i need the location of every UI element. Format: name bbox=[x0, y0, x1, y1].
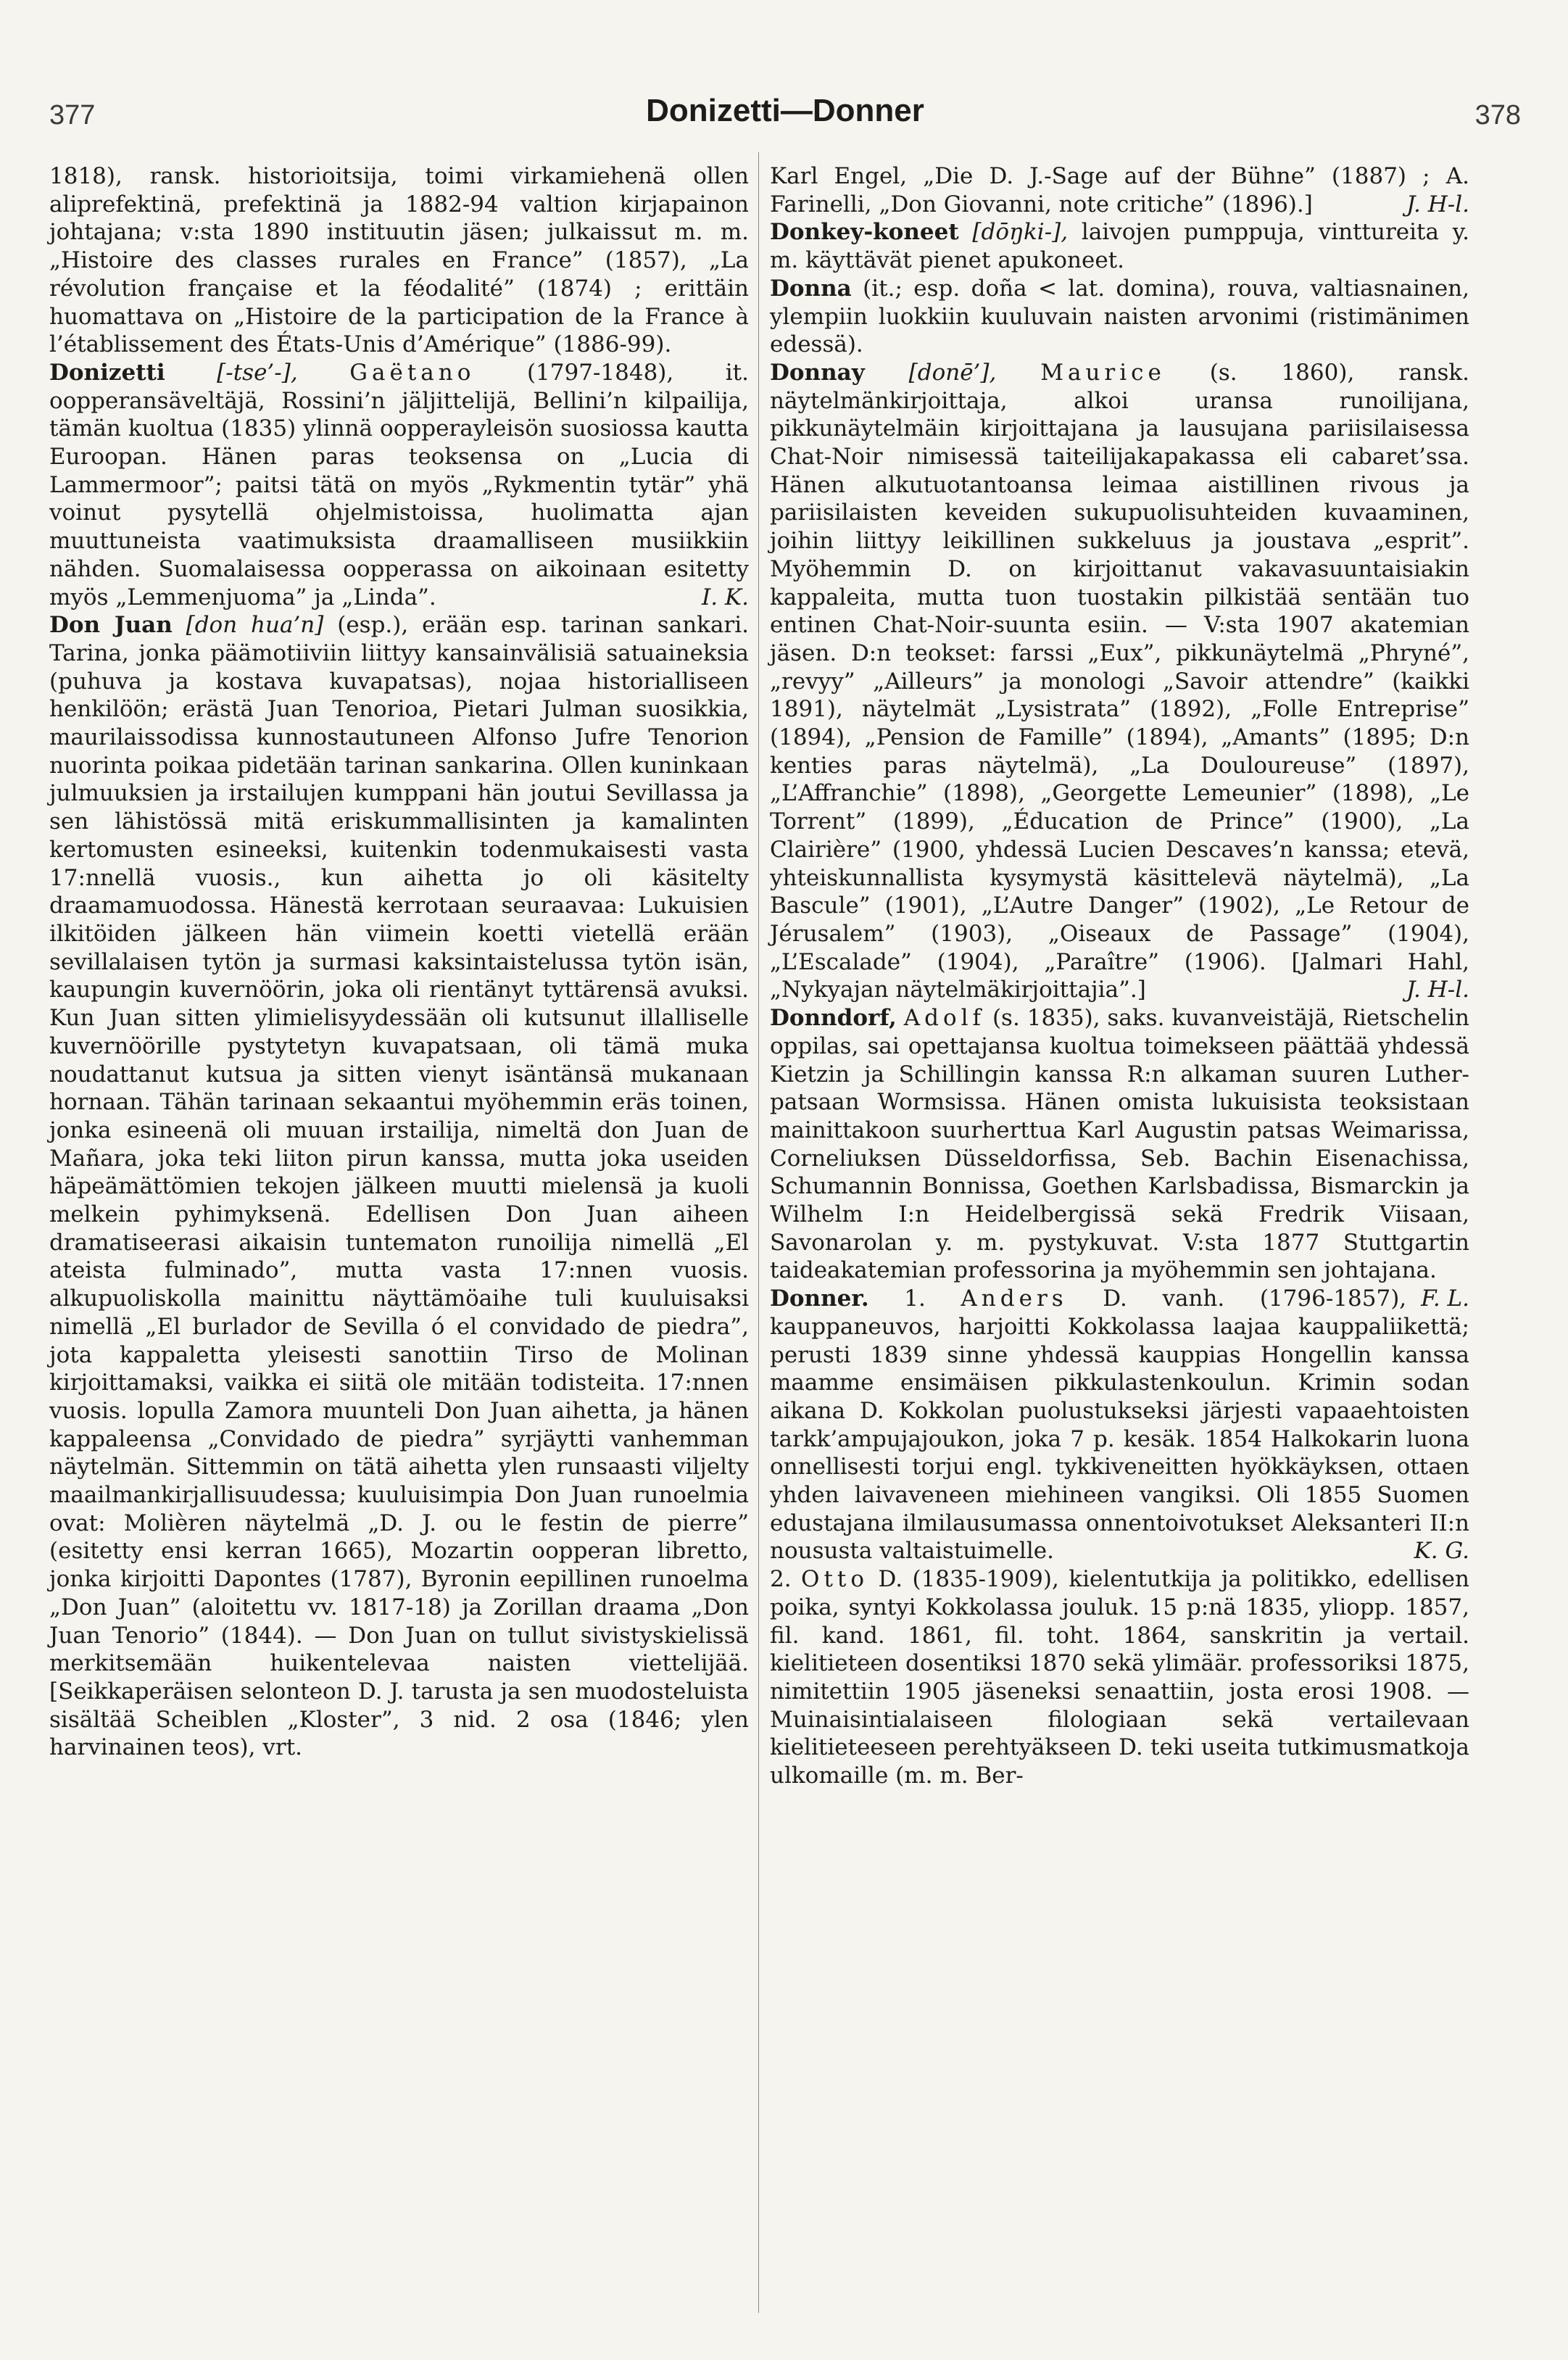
entry-donizetti: Donizetti [-tse’-], Gaëtano (1797-1848), it. oopperansäveltäjä, Rossini’n jäljittelijä, Bellini’n kilpailija, tämän kuoltua (1835) ylinnä oopperayleisön suosiossa kautta Euroopan. Hänen paras teoksensa on „Lucia di Lammermoor”; paitsi tätä on myös „Rykmentin tytär” yhä voinut pysytellä ohjelmistoissa, huolimatta ajan muuttuneista vaatimuksista draamalliseen musiikkiin nähden. Suomalaisessa oopperassa on aikoinaan esitetty myös „Lemmenjuoma” ja „Linda”. I. K. bbox=[49, 359, 749, 610]
pronunciation: [dōŋki-], bbox=[972, 219, 1069, 246]
right-column bbox=[770, 162, 1469, 1790]
left-column bbox=[49, 162, 749, 1762]
given-name: Otto bbox=[801, 1566, 869, 1593]
headword: Donkey-koneet bbox=[770, 219, 959, 246]
signature: J. H-l. bbox=[1406, 977, 1469, 1003]
headword: Donna bbox=[770, 275, 852, 302]
headword: Donndorf, bbox=[770, 1005, 897, 1032]
left-page-number: 377 bbox=[49, 100, 96, 131]
headword: Don Juan bbox=[49, 612, 173, 639]
pronunciation: [donē’], bbox=[908, 359, 997, 386]
entry-donkey-koneet: Donkey-koneet [dōŋki-], laivojen pumppuja, vinttureita y. m. käyttävät pienet apukoneet. bbox=[770, 219, 1469, 274]
headword: Donner. bbox=[770, 1285, 869, 1312]
entry-donna: Donna (it.; esp. doña < lat. domina), rouva, valtiasnainen, ylempiin luokkiin kuuluvain naisten arvonimi (ristimänimen edessä). bbox=[770, 275, 1469, 358]
entry-donndorf: Donndorf, Adolf (s. 1835), saks. kuvanveistäjä, Rietschelin oppilas, sai opettajansa kuoltua toimekseen päättää yhdessä Kietzin ja Schillingin kanssa R:n alkaman suuren Luther-patsaan Wormsissa. Hänen omista lukuisista teoksistaan mainittakoon suurherttua Karl Augustin patsas Weimarissa, Corneliuksen Düsseldorfissa, Seb. Bachin Eisenachissa, Schumannin Bonnissa, Goethen Karlsbadissa, Bismarckin ja Wilhelm I:n Heidelbergissä sekä Fredrik Viisaan, Savonarolan y. m. pystykuvat. V:sta 1877 Stuttgartin taideakatemian professorina ja myöhemmin sen johtajana. F. L. bbox=[770, 1005, 1470, 1312]
entry-donner-2: 2. Otto D. (1835-1909), kielentutkija ja politikko, edellisen poika, syntyi Kokkolassa jouluk. 15 p:nä 1835, yliopp. 1857, fil. kand. 1861, fil. toht. 1864, sanskritin ja vertail. kielitieteen dosentiksi 1870 sekä ylimäär. professoriksi 1875, nimitettiin 1905 jäseneksi senaattiin, josta erosi 1908. — Muinaisintialaiseen filologiaan sekä vertailevaan kielitieteeseen perehtyäkseen D. teki useita tutkimusmatkoja ulkomaille (m. m. Ber- bbox=[770, 1566, 1469, 1789]
entry-continuation: 1818), ransk. historioitsija, toimi virkamiehenä ollen aliprefektinä, prefektinä ja 1882-94 valtion kirjapainon johtajana; v:sta 1890 instituutin jäsen; julkaissut m. m. „Histoire des classes rurales en France” (1857), „La révolution française et la féodalité” (1874) ; erittäin huomattava on „Histoire de la participation de la France à l’établissement des États-Unis d’Amérique” (1886-99). bbox=[49, 163, 749, 358]
headword: Donizetti bbox=[49, 359, 165, 386]
signature: F. L. bbox=[1421, 1285, 1469, 1312]
entry-continuation: Karl Engel, „Die D. J.-Sage auf der Bühne” (1887) ; A. Farinelli, „Don Giovanni, note critiche” (1896).] J. H-l. bbox=[770, 163, 1469, 218]
signature: K. G. bbox=[1414, 1538, 1469, 1565]
signature: I. K. bbox=[702, 584, 749, 610]
given-name: Maurice bbox=[1040, 359, 1166, 386]
entry-donner-1: Donner. 1. Anders D. vanh. (1796-1857), kauppaneuvos, harjoitti Kokkolassa laajaa kauppaliikettä; perusti 1839 sinne yhdessä kauppias Hongellin kanssa maamme ensimäisen pikkulastenkoulun. Krimin sodan aikana D. Kokkolan puolustukseksi järjesti vapaaehtoisten tarkk’ampujajoukon, joka 7 p. kesäk. 1854 Halkokarin luona onnellisesti torjui engl. tykkiveneitten hyökkäyksen, ottaen yhden laivaveneen miehineen vangiksi. Oli 1855 Suomen edustajana ilmilausumassa onnentoivotukset Aleksanteri II:n noususta valtaistuimelle. K. G. bbox=[770, 1285, 1469, 1565]
entry-donnay: Donnay [donē’], Maurice (s. 1860), ransk. näytelmänkirjoittaja, alkoi uransa runoilijana, pikkunäytelmäin kirjoittajana ja lausujana pariisilaisessa Chat-Noir nimisessä taiteilijakapakassa eli cabaret’ssa. Hänen alkutuotantoansa leimaa aistillinen rivous ja pariisilaisten keveiden sukupuolisuhteiden kuvaaminen, joihin liittyy leikillinen sukkeluus ja joustava „esprit”. Myöhemmin D. on kirjoittanut vakavasuuntaisiakin kappaleita, mutta tuon tuostakin pilkistää sentään tuo entinen Chat-Noir-suunta esiin. — V:sta 1907 akatemian jäsen. D:n teokset: farssi „Eux”, pikkunäytelmä „Phryné”, „revyy” „Ailleurs” ja monologi „Savoir attendre” (kaikki 1891), näytelmät „Lysistrata” (1892), „Folle Entreprise” (1894), „Pension de Famille” (1894), „Amants” (1895; D:n kenties paras näytelmä), „La Douloureuse” (1897), „L’Affranchie” (1898), „Georgette Lemeunier” (1898), „Le Torrent” (1899), „Éducation de Prince” (1900), „La Clairière” (1900, yhdessä Lucien Descaves’n kanssa; etevä, yhteiskunnallista kysymystä käsittelevä näytelmä), „La Bascule” (1901), „L’Autre Danger” (1902), „Le Retour de Jérusalem” (1903), „Oiseaux de Passage” (1904), „L’Escalade” (1904), „Paraître” (1906). [Jalmari Hahl, „Nykyajan näytelmäkirjoittajia”.] J. H-l. bbox=[770, 359, 1469, 1003]
given-name: Anders bbox=[961, 1285, 1068, 1312]
given-name: Adolf bbox=[903, 1005, 986, 1032]
column-divider bbox=[758, 152, 759, 2313]
pronunciation: [-tse’-], bbox=[217, 359, 298, 386]
pronunciation: [don hua’n] bbox=[186, 612, 324, 639]
given-name: Gaëtano bbox=[349, 359, 476, 386]
page-header bbox=[49, 93, 1521, 144]
entry-don-juan: Don Juan [don hua’n] (esp.), erään esp. tarinan sankari. Tarina, jonka päämotiiviin liittyy kansainvälisiä satuaineksia (puhuva ja kostava kuvapatsas), nojaa historialliseen henkilöön; erästä Juan Tenorioa, Pietari Julman suosikkia, maurilaissodissa kunnostautuneen Alfonso Jufre Tenorion nuorinta poikaa pidetään tarinan sankarina. Ollen kuninkaan julmuuksien ja irstailujen kumppani hän joutui Sevillassa ja sen lähistössä mitä eriskummallisinten ja kamalinten kertomusten esineeksi, kuitenkin todenmukaisesti vasta 17:nnellä vuosis., kun aihetta jo oli käsitelty draamamuodossa. Hänestä kerrotaan seuraavaa: Lukuisien ilkitöiden jälkeen hän viimein koetti vietellä erään sevillalaisen tytön ja surmasi kaksintaistelussa tytön isän, kaupungin kuvernöörin, joka oli rientänyt tyttärensä avuksi. Kun Juan sitten ylimielisyydessään oli kutsunut illalliselle kuvernöörille pystytetyn kuvapatsaan, oli tämä muka noudattanut kutsua ja sitten vienyt isäntänsä mukanaan hornaan. Tähän tarinaan sekaantui myöhemmin eräs toinen, jonka esineenä oli muuan irstailija, nimeltä don Juan de Mañara, joka teki liiton pirun kanssa, mutta joka useiden häpeämättömien tekojen jälkeen muutti mielensä ja kuoli melkein pyhimyksenä. Edellisen Don Juan aiheen dramatiseerasi aikaisin tuntematon runoilija nimellä „El ateista fulminado”, mutta vasta 17:nnen vuosis. alkupuoliskolla mainittu näyttämöaihe tuli kuuluisaksi nimellä „El burlador de Sevilla ó el convidado de piedra”, jota kappaletta yleisesti sanottiin Tirso de Molinan kirjoittamaksi, vaikka ei siitä ole mitään todisteita. 17:nnen vuosis. lopulla Zamora muunteli Don Juan aihetta, ja hänen kappaleensa „Convidado de piedra” syrjäytti vanhemman näytelmän. Sittemmin on tätä aihetta ylen runsaasti viljelty maailmankirjallisuudessa; kuuluisimpia Don Juan runoelmia ovat: Molièren näytelmä „D. J. ou le festin de pierre” (esitetty ensi kerran 1665), Mozartin oopperan libretto, jonka kirjoitti Dapontes (1787), Byronin eepillinen runoelma „Don Juan” (aloitettu vv. 1817-18) ja Zorillan draama „Don Juan Tenorio” (1844). — Don Juan on tullut sivistyskielissä merkitsemään huikentelevaa naisten viettelijää. [Seikkaperäisen selonteon D. J. tarusta ja sen muodosteluista sisältää Scheiblen „Kloster”, 3 nid. 2 osa (1846; ylen harvinainen teos), vrt. bbox=[49, 612, 750, 1761]
right-page-number: 378 bbox=[1474, 100, 1521, 131]
running-head: Donizetti—Donner bbox=[646, 93, 924, 128]
signature: J. H-l. bbox=[1406, 191, 1469, 218]
headword: Donnay bbox=[770, 359, 865, 386]
